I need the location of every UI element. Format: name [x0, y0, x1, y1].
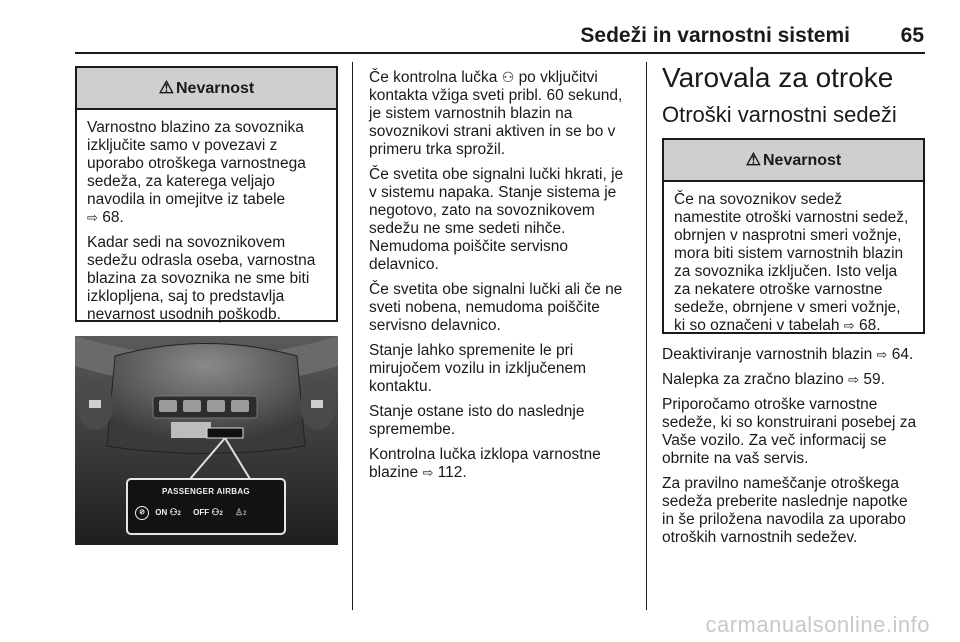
label-on: ON	[155, 508, 168, 518]
label-off: OFF	[193, 508, 210, 518]
paragraph: Deaktiviranje varnostnih blazin ⇨ 64.	[662, 346, 914, 363]
paragraph: Za pravilno nameščanje otroškega sedeža preberite naslednje napotke in še priložena navodila za uporabo otroških varnostnih sedežev.	[662, 475, 908, 546]
right-column-text	[662, 346, 930, 554]
paragraph: Če svetita obe signalni lučki hkrati, je v sistemu napaka. Stanje sistema je negotovo, zato na sovoznikovem sedežu ne sme sedeti nihče. Nemudoma poiščite servisno delavnico.	[369, 166, 624, 273]
warning-title: Nevarnost	[176, 80, 255, 97]
paragraph: Nalepka za zračno blazino ⇨ 59.	[662, 371, 885, 388]
airbag-console-photo	[75, 336, 338, 545]
warning-body: Če na sovoznikov sedež namestite otroški varnostni sedež, obrnjen v nasprotni smeri vožnje, mora biti sistem varnostnih blazin za sovoznika izključen. Isto velja za nekatere otroške varnostne sedeže, obrnjene v smeri vožnje, ki so označeni v tabelah ⇨ 68.	[674, 191, 909, 334]
airbag-seat-icon: ⚇	[501, 69, 515, 85]
airbag-label-title: PASSENGER AIRBAG	[162, 487, 250, 496]
header-rule	[75, 52, 925, 54]
page-reference-link[interactable]: 64.	[891, 346, 914, 363]
page-reference-link[interactable]: 59.	[863, 371, 885, 388]
paragraph: Če svetita obe signalni lučki ali če ne sveti nobena, nemudoma poiščite servisno delavnico.	[369, 281, 623, 334]
warning-triangle-icon: ⚠	[158, 78, 174, 97]
warning-header	[77, 68, 336, 110]
warning-paragraph: Kadar sedi na sovoznikovem sedežu odrasla oseba, varnostna blazina za sovoznika ne sme biti izklopljena, saj to predstavlja nevarnost usodnih poškodb.	[87, 234, 316, 323]
warning-header	[664, 140, 923, 182]
section-heading: Varovala za otroke	[662, 62, 894, 93]
warning-triangle-icon: ⚠	[745, 150, 761, 169]
arrow-reference-icon: ⇨	[876, 347, 888, 362]
arrow-reference-icon: ⇨	[87, 210, 98, 225]
section-subheading: Otroški varnostni sedeži	[662, 102, 897, 127]
middle-column	[369, 68, 641, 489]
page-number: 65	[900, 24, 924, 47]
page-reference-link[interactable]: 112.	[437, 464, 467, 481]
warning-box-right	[662, 138, 925, 334]
page-reference-link[interactable]: 68.	[858, 317, 881, 334]
paragraph: Kontrolna lučka izklopa varnostne blazine ⇨ 112.	[369, 446, 601, 481]
warning-title: Nevarnost	[763, 152, 842, 169]
column-divider-right	[646, 62, 647, 610]
paragraph: Stanje ostane isto do naslednje spremembe.	[369, 403, 585, 438]
airbag-seat-off-icon: ⚇	[211, 507, 220, 518]
airbag-deactivated-icon: ⊘	[135, 506, 149, 520]
arrow-reference-icon: ⇨	[848, 372, 860, 387]
warning-body	[77, 110, 336, 332]
child-seat-icon: ♙	[235, 507, 244, 518]
airbag-label-row: ⊘ ON ⚇2 OFF ⚇2 ♙2	[135, 506, 285, 520]
paragraph: Če kontrolna lučka ⚇ po vključitvi kontakta vžiga sveti pribl. 60 sekund, je sistem varnostnih blazin na sovoznikovi strani aktiven in se bo v primeru trka sprožil.	[369, 69, 623, 158]
arrow-reference-icon: ⇨	[843, 318, 855, 333]
watermark: carmanualsonline.info	[705, 612, 930, 637]
warning-box-left	[75, 66, 338, 322]
column-divider-left	[352, 62, 353, 610]
page-header-title: Sedeži in varnostni sistemi	[580, 24, 850, 47]
paragraph: Priporočamo otroške varnostne sedeže, ki so konstruirani posebej za Vaše vozilo. Za več informacij se obrnite na vaš servis.	[662, 396, 917, 467]
warning-paragraph: Varnostno blazino za sovoznika izključite samo v povezavi z uporabo otroškega varnostnega sedeža, za katerega veljajo navodila in omejitve iz tabele ⇨ 68.	[87, 119, 306, 226]
arrow-reference-icon: ⇨	[422, 465, 434, 480]
paragraph: Stanje lahko spremenite le pri mirujočem vozilu in izključenem kontaktu.	[369, 342, 587, 395]
airbag-seat-icon: ⚇	[169, 507, 178, 518]
page-reference-link[interactable]: 68.	[102, 209, 124, 226]
